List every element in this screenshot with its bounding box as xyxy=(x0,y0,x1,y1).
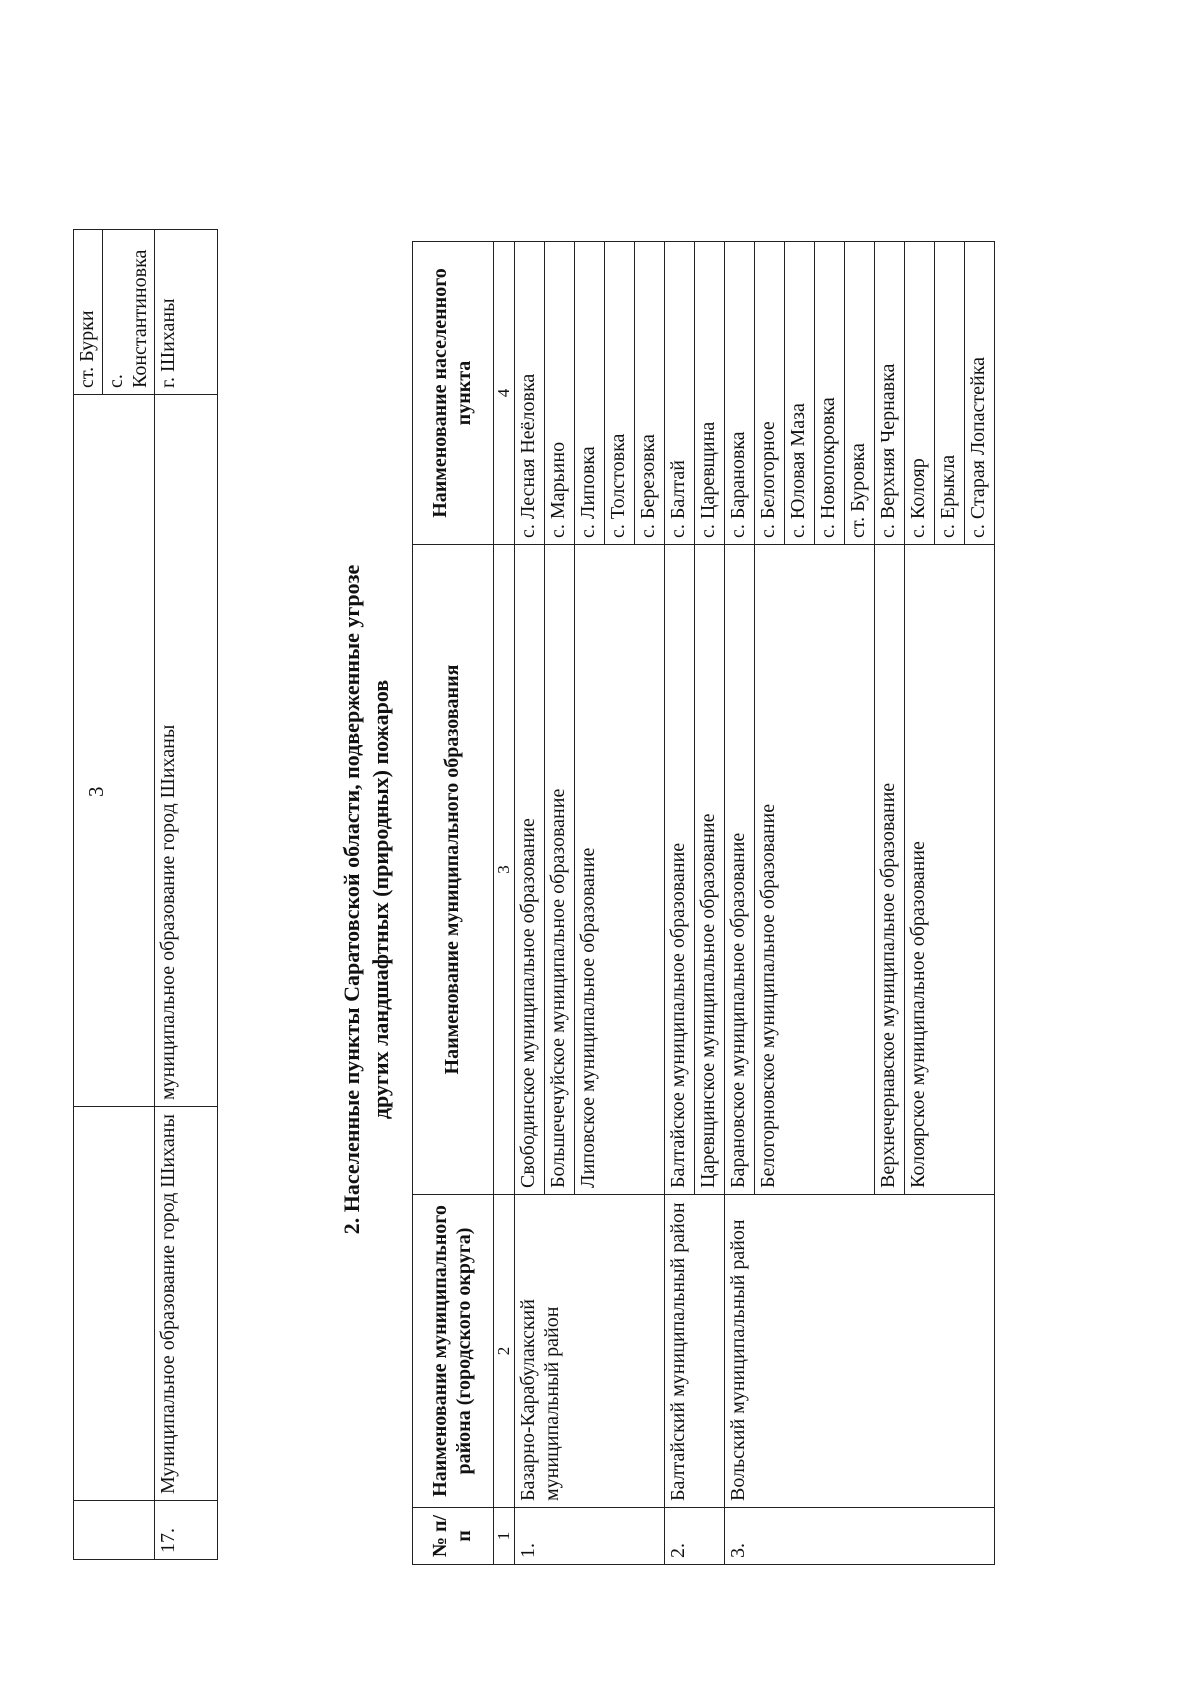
column-number: 1 xyxy=(494,1508,515,1565)
municipality-cell: муниципальное образование город Шиханы xyxy=(155,395,218,1107)
settlement-cell: с. Новопокровка xyxy=(815,242,845,545)
settlement-cell: ст. Буровка xyxy=(845,242,875,545)
municipality-cell xyxy=(74,395,155,1107)
header-municipality: Наименование муниципального образования xyxy=(413,545,494,1195)
district-cell xyxy=(74,1107,155,1501)
settlement-cell: ст. Бурки xyxy=(74,230,103,395)
header-district: Наименование муниципального района (городского округа) xyxy=(413,1195,494,1508)
table-row xyxy=(515,242,545,1565)
header-num: № п/п xyxy=(413,1508,494,1565)
page-number: 3 xyxy=(84,786,108,797)
municipality-cell: Свободинское муниципальное образование xyxy=(515,545,545,1195)
municipality-cell: Белогорновское муниципальное образование xyxy=(755,545,875,1195)
num-cell: 3. xyxy=(725,1508,995,1565)
municipality-cell: Барановское муниципальное образование xyxy=(725,545,755,1195)
municipality-cell: Большечечуйское муниципальное образование xyxy=(545,545,575,1195)
num-cell: 17. xyxy=(155,1501,218,1560)
table-row xyxy=(74,230,103,1560)
num-cell xyxy=(74,1501,155,1560)
settlement-cell: с. Колояр xyxy=(905,242,935,545)
settlement-cell: с. Балтай xyxy=(665,242,695,545)
table-row xyxy=(665,242,695,1565)
district-cell: Балтайский муниципальный район xyxy=(665,1195,725,1508)
column-number: 2 xyxy=(494,1195,515,1508)
district-cell: Вольский муниципальный район xyxy=(725,1195,995,1508)
municipality-cell: Балтайское муниципальное образование xyxy=(665,545,695,1195)
settlement-cell: с. Верхняя Чернавка xyxy=(875,242,905,545)
settlement-cell: с. Толстовка xyxy=(605,242,635,545)
settlement-cell: с. Ерыкла xyxy=(935,242,965,545)
municipality-cell: Верхнечернавское муниципальное образование xyxy=(875,545,905,1195)
settlement-cell: с. Лесная Неёловка xyxy=(515,242,545,545)
header-settlement: Наименование населенного пункта xyxy=(413,242,494,545)
settlement-cell: с. Константиновка xyxy=(103,230,155,395)
table-body xyxy=(515,242,995,1565)
column-numbers-row xyxy=(494,242,515,1565)
settlement-cell: с. Юловая Маза xyxy=(785,242,815,545)
column-number: 3 xyxy=(494,545,515,1195)
settlement-cell: г. Шиханы xyxy=(155,230,218,395)
district-cell: Муниципальное образование город Шиханы xyxy=(155,1107,218,1501)
settlement-cell: с. Старая Лопастейка xyxy=(965,242,995,545)
settlement-cell: с. Царевщина xyxy=(695,242,725,545)
header-row xyxy=(413,242,494,1565)
section-title-line: 2. Населенные пункты Саратовской области, подверженные угрозе xyxy=(339,564,364,1235)
table-row xyxy=(725,242,755,1565)
settlement-cell: с. Липовка xyxy=(575,242,605,545)
column-number: 4 xyxy=(494,242,515,545)
section-title xyxy=(338,302,395,1497)
settlements-table xyxy=(412,241,995,1565)
settlement-cell: с. Березовка xyxy=(635,242,665,545)
settlement-cell: с. Марьино xyxy=(545,242,575,545)
table-row xyxy=(155,230,218,1560)
district-cell: Базарно-Карабулакский муниципальный район xyxy=(515,1195,665,1508)
municipality-cell: Липовское муниципальное образование xyxy=(575,545,665,1195)
num-cell: 1. xyxy=(515,1508,665,1565)
municipality-cell: Колоярское муниципальное образование xyxy=(905,545,995,1195)
settlement-cell: с. Барановка xyxy=(725,242,755,545)
num-cell: 2. xyxy=(665,1508,725,1565)
section-title-line: других ландшафтных (природных) пожаров xyxy=(367,679,393,1120)
continued-table xyxy=(73,229,218,1560)
municipality-cell: Царевщинское муниципальное образование xyxy=(695,545,725,1195)
settlement-cell: с. Белогорное xyxy=(755,242,785,545)
